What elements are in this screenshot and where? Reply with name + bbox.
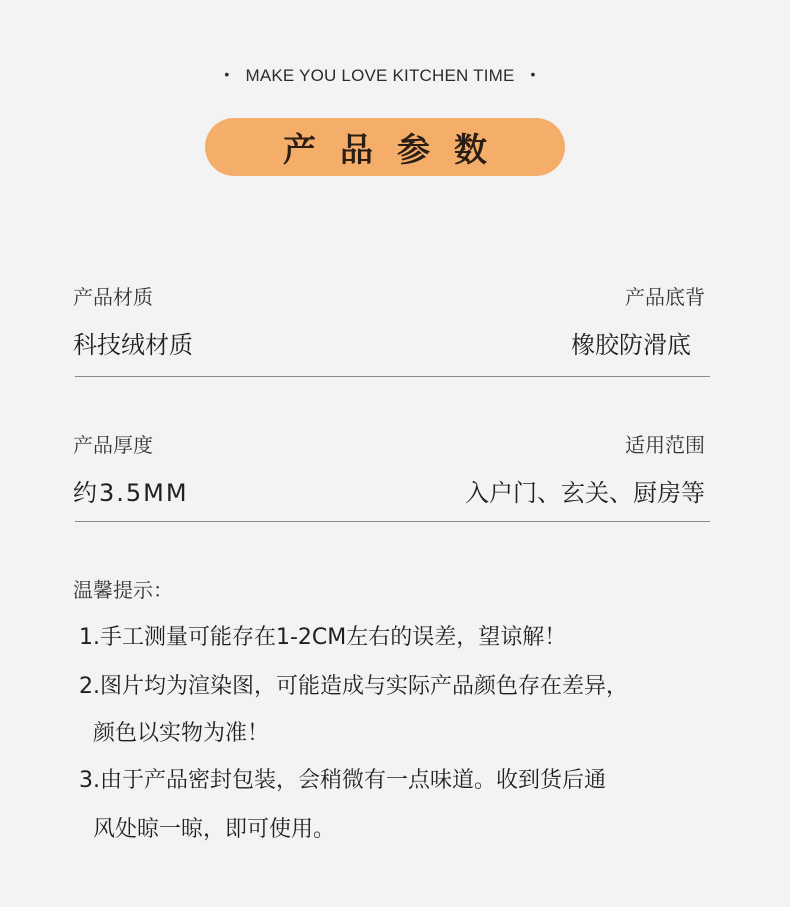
usage-value: 入户门、玄关、厨房等: [465, 479, 705, 507]
material-label: 产品材质: [73, 285, 153, 309]
usage-label: 适用范围: [625, 433, 705, 457]
backing-label: 产品底背: [625, 285, 705, 309]
backing-value: 橡胶防滑底: [571, 331, 691, 359]
tagline: [0, 66, 760, 86]
tagline-dot-right: •: [530, 66, 536, 82]
spec-row-thickness: [73, 429, 705, 509]
thickness-label: 产品厚度: [73, 433, 153, 457]
divider-1: [75, 376, 710, 377]
section-title: 产品参数: [283, 129, 511, 169]
thickness-value: 约3.5MM: [73, 479, 189, 507]
tip-line-3: 颜色以实物为准！: [93, 721, 270, 746]
tagline-text: MAKE YOU LOVE KITCHEN TIME: [245, 66, 515, 85]
divider-2: [75, 521, 710, 522]
section-title-pill: [205, 118, 565, 176]
tagline-dot-left: •: [224, 66, 230, 82]
tip-line-5: 风处晾一晾，即可使用。: [93, 817, 336, 842]
tips-title: 温馨提示：: [73, 578, 173, 602]
tip-line-4: 3.由于产品密封包装，会稍微有一点味道。收到货后通: [79, 768, 606, 793]
spec-row-material: [73, 281, 705, 361]
tip-line-1: 1.手工测量可能存在1-2CM左右的误差，望谅解！: [79, 625, 567, 650]
material-value: 科技绒材质: [73, 331, 193, 359]
tip-line-2: 2.图片均为渲染图，可能造成与实际产品颜色存在差异，: [79, 674, 628, 699]
